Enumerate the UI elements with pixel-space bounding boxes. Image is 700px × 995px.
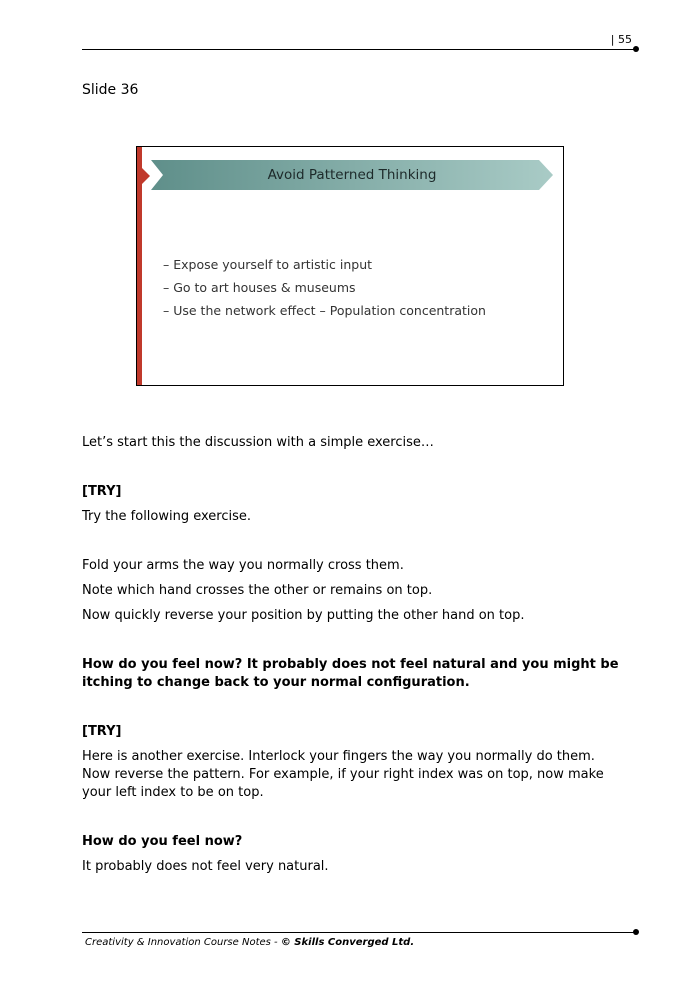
page-number: | 55 bbox=[610, 33, 632, 46]
slide-thumbnail bbox=[136, 146, 564, 386]
slide-bullet: – Use the network effect – Population concentration bbox=[163, 303, 486, 318]
feel-answer: It probably does not feel very natural. bbox=[82, 859, 329, 874]
slide-accent-notch bbox=[142, 168, 150, 184]
exercise-step: Now quickly reverse your position by putting the other hand on top. bbox=[82, 608, 525, 623]
slide-bullet: – Expose yourself to artistic input bbox=[163, 257, 373, 272]
slide-title: Avoid Patterned Thinking bbox=[267, 167, 437, 183]
footer-text bbox=[85, 937, 414, 948]
slide-bullet-list bbox=[163, 253, 486, 322]
header-divider bbox=[82, 49, 636, 50]
divider-dot bbox=[633, 46, 639, 52]
divider-dot bbox=[633, 929, 639, 935]
slide-bullet: – Go to art houses & museums bbox=[163, 280, 356, 295]
exercise-step: Fold your arms the way you normally cross them. bbox=[82, 558, 404, 573]
footer-course: Creativity & Innovation Course Notes - bbox=[85, 937, 281, 948]
try-heading: [TRY] bbox=[82, 484, 122, 499]
body-content bbox=[82, 434, 622, 876]
feel-question: How do you feel now? It probably does not feel natural and you might be itching to change back to your normal configuration. bbox=[82, 657, 619, 690]
footer-company: © Skills Converged Ltd. bbox=[280, 937, 415, 948]
footer-divider bbox=[82, 932, 636, 933]
feel-question: How do you feel now? bbox=[82, 834, 243, 849]
intro-paragraph: Let’s start this the discussion with a simple exercise… bbox=[82, 435, 434, 450]
exercise-step: Note which hand crosses the other or remains on top. bbox=[82, 583, 433, 598]
slide-title-banner bbox=[151, 160, 553, 190]
exercise-paragraph: Here is another exercise. Interlock your fingers the way you normally do them. Now reverse the pattern. For example, if your right index was on top, now make your left index to be on top. bbox=[82, 749, 604, 800]
slide-label: Slide 36 bbox=[82, 82, 139, 98]
try-heading: [TRY] bbox=[82, 724, 122, 739]
try-instruction: Try the following exercise. bbox=[82, 509, 252, 524]
